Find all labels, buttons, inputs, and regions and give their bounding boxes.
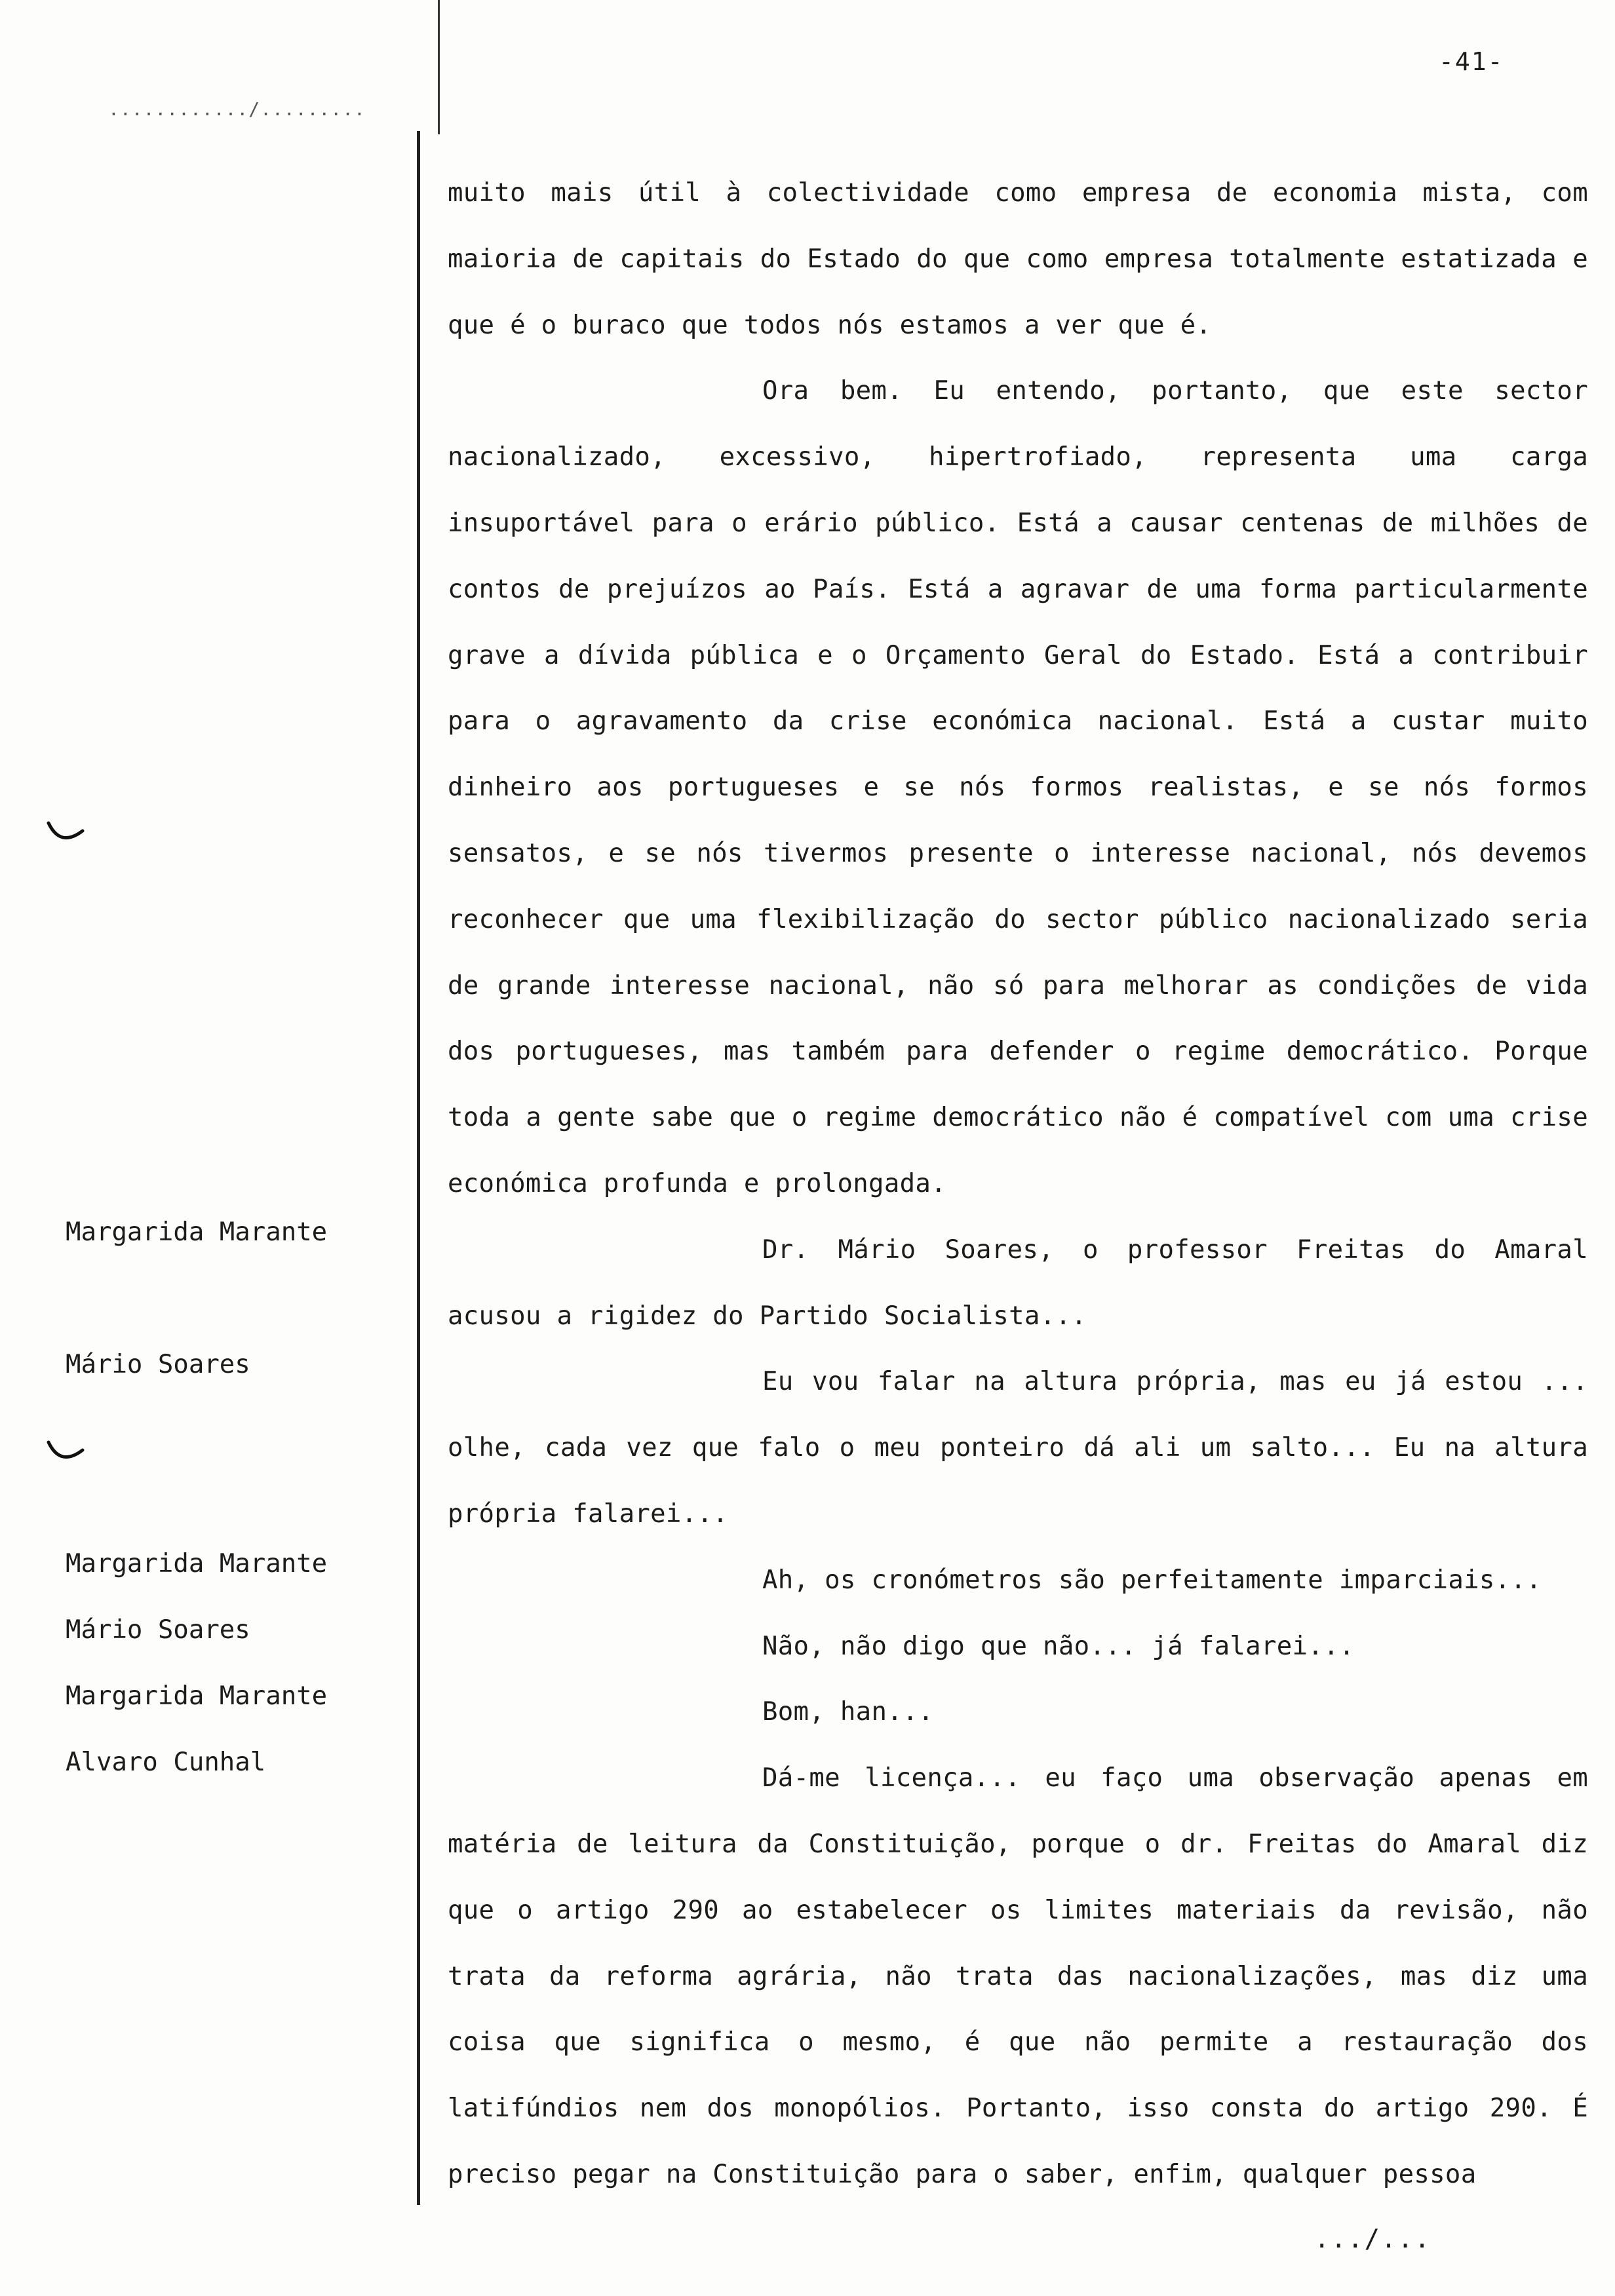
- transcript-body: [448, 161, 1604, 2208]
- paragraph: Ora bem. Eu entendo, portanto, que este sector nacionalizado, excessivo, hipertrofiado, representa uma carga insuportável para o erário público. Está a causar centenas de milhões de contos de prejuízos ao País. Está a agravar de uma forma particularmente grave a dívida pública e o Orçamento Geral do Estado. Está a contribuir para o agravamento da crise económica nacional. Está a custar muito dinheiro aos portugueses e se nós formos realistas, e se nós formos sensatos, e se nós tivermos presente o interesse nacional, nós devemos reconhecer que uma flexibilização do sector público nacionalizado seria de grande interesse nacional, não só para melhorar as condições de vida dos portugueses, mas também para defender o regime democrático. Porque toda a gente sabe que o regime democrático não é compatível com uma crise económica profunda e prolongada.: [448, 376, 1604, 1198]
- top-left-mark: ............/.........: [108, 98, 366, 120]
- paragraph: Dá-me licença... eu faço uma observação apenas em matéria de leitura da Constituição, porque o dr. Freitas do Amaral diz que o artigo 290 ao estabelecer os limites materiais da revisão, não trata da reforma agrária, não trata das nacionalizações, mas diz uma coisa que significa o mesmo, é que não permite a restauração dos latifúndios nem dos monopólios. Portanto, isso consta do artigo 290. É preciso pegar na Constituição para o saber, enfim, qualquer pessoa: [448, 1763, 1604, 2189]
- pen-mark-icon: [46, 1438, 85, 1464]
- page-number: -41-: [1439, 47, 1504, 76]
- margin-rule-top: [438, 0, 440, 134]
- continuation-mark: .../...: [1314, 2225, 1431, 2254]
- paragraph: Não, não digo que não... já falarei...: [762, 1631, 1355, 1661]
- speaker-name: Margarida Marante: [66, 1681, 328, 1711]
- speaker-name: Mário Soares: [66, 1615, 250, 1645]
- speaker-name: Alvaro Cunhal: [66, 1748, 266, 1777]
- margin-rule: [417, 131, 420, 2205]
- speaker-name: Margarida Marante: [66, 1217, 328, 1247]
- pen-mark-icon: [46, 819, 85, 845]
- paragraph: muito mais útil à colectividade como empresa de economia mista, com maioria de capitais do Estado do que como empresa totalmente estatizada e que é o buraco que todos nós estamos a ver que é.: [448, 178, 1604, 340]
- paragraph: Dr. Mário Soares, o professor Freitas do Amaral acusou a rigidez do Partido Socialista...: [448, 1234, 1604, 1331]
- paragraph: Ah, os cronómetros são perfeitamente imparciais...: [762, 1565, 1542, 1595]
- paragraph: Bom, han...: [762, 1697, 934, 1727]
- paragraph: Eu vou falar na altura própria, mas eu já estou ... olhe, cada vez que falo o meu ponteiro dá ali um salto... Eu na altura própria falarei...: [448, 1367, 1604, 1529]
- speaker-name: Margarida Marante: [66, 1549, 328, 1578]
- speaker-name: Mário Soares: [66, 1350, 250, 1379]
